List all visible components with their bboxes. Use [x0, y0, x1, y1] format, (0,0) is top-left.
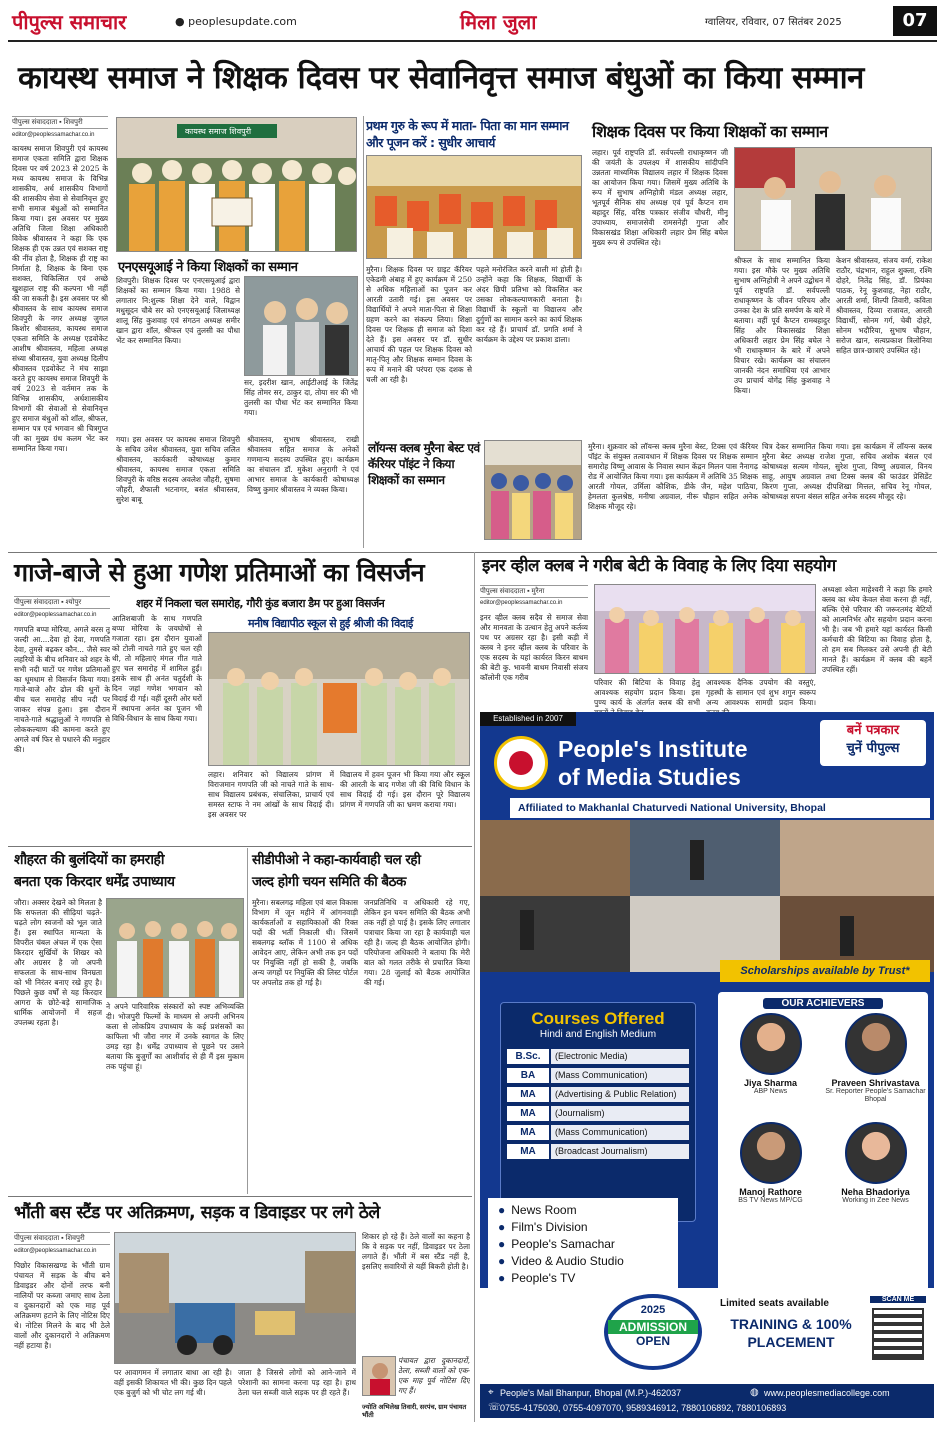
- course-row[interactable]: [507, 1105, 689, 1122]
- bullet-icon: ●: [498, 1203, 506, 1217]
- story2-body-c: गया। इस अवसर पर कायस्थ समाज शिवपुरी के सचिव उमेश श्रीवास्तव, युवा सचिव ललित श्रीवास्तव, कार्यकारी कोषाध्यक्ष कुमार श्रीवास्तव, कायस्थ समाज एकता समिति शिवपुरी के वरिष्ठ सदस्य अवलेश जौहरी, सुषमा जौहरी, शैफाली भटनागर, बसंत श्रीवास्तव, सुरेश बाबू: [116, 435, 240, 504]
- bullet-icon: ●: [498, 1271, 506, 1285]
- facility-label: Film's Division: [511, 1220, 588, 1234]
- story10-body-b: जनप्रतिनिधि व अधिकारी रहे गए, लेकिन इन चयन समिति की बैठक अभी तक नहीं हो पाई है। इसके लिए लगातार पत्राचार किया जा रहा है कार्यवाही चल रही है। जल्द ही बैठक आयोजित होगी। परियोजना अधिकारी ने बताया कि मेरी बात को गलत तरीके से प्रचारित किया गया। 28 जुलाई को बैठक आयोजित की गई।: [364, 898, 470, 987]
- course-name: (Electronic Media): [551, 1049, 689, 1064]
- ad-phones: 0755-4175030, 0755-4097070, 9589346912, 7880106892, 7880106893: [500, 1403, 787, 1413]
- course-code: B.Sc.: [507, 1049, 549, 1064]
- dateline: ग्वालियर, रविवार, 07 सितंबर 2025: [705, 17, 842, 28]
- story6-body-b: आतिशबाजी के साथ गणपति बप्पा मोरिया के जयघोषों से गजाता रहा। इस दौरान युवाओं को टोली नाचते गाते हुए चल रही थी, तो महिलाएं मंगल गीत गाते हुए चल समारोह में शामिल हुईं। इसके साथ ही अनंत चतुर्दशी के दिन जहां गणेश भगवान को विदाई दी गई। वहीं दूसरी ओर घरों में स्थापना अनंत का पूजन भी विधि-विधान के साथ किया गया।: [112, 614, 202, 723]
- nsui-photo-image: [245, 277, 358, 376]
- story9-body-a: जौरा। अक्सर देखने को मिलता है कि सफलता की सीढ़ियां चढ़ते-चढ़ते लोग स्वजनों को भूल जाते हैं। इस स्थापित मान्यता के विपरीत चंबल अंचल में एक ऐसा किरदार सुर्खियों के शिखर को और अग्रसर है जो अपनी सफलता के साथ-साथ विनम्रता को भी निरंतर बनाए रखे हुए है। पिछले कुछ वर्षों से यह किरदार आगरा के छोटे-बड़े सामाजिक धार्मिक आयोजनों में सहज उपलब्ध रहता है।: [14, 898, 102, 1027]
- achiever-card: [718, 1122, 823, 1205]
- story7-photo: [208, 632, 470, 766]
- course-code: BA: [507, 1068, 549, 1083]
- story11-byline: पीपुल्स संवाददाता ▪ शिवपुरी: [14, 1232, 110, 1245]
- achiever-card: [718, 1013, 823, 1104]
- story4-headline: शिक्षक दिवस पर किया शिक्षकों का सम्मान: [592, 122, 828, 141]
- ad-tagline-2: चुनें पीपुल्स: [846, 741, 900, 756]
- column-divider: [363, 116, 364, 548]
- story8-body-b: आवश्यक दैनिक उपयोग की वस्तुएं, गृहस्थी के सामान एवं शुभ शगुन स्वरूप अन्य आवश्यक सामग्री प्रदान किया।: [706, 678, 816, 707]
- globe-icon: ●: [175, 15, 185, 28]
- achievers-title: OUR ACHIEVERS: [763, 998, 883, 1009]
- story2-body-d: श्रीवास्तव, सुभाष श्रीवास्तव, राखी श्रीवास्तव सहित समाज के अनेकों गणमान्य सदस्य उपस्थित हुए। कार्यक्रम का संचालन डॉ. मुकेश अनुरागी ने एवं आभार समाज के कार्यकारी कोषाध्यक्ष विष्णु कुमार श्रीवास्तव ने व्यक्त किया।: [247, 435, 359, 494]
- course-row[interactable]: [507, 1067, 689, 1084]
- course-name: (Journalism): [551, 1106, 689, 1121]
- ad-block[interactable]: [480, 712, 934, 1418]
- story4-photo: [734, 147, 932, 251]
- story3-headline: प्रथम गुरु के रूप में माता- पिता का मान सम्मान और पूजन करें : सुधीर आचार्य: [366, 118, 569, 150]
- facility-item: [498, 1270, 668, 1287]
- page-number: 07: [893, 6, 937, 36]
- achiever-avatar: [740, 1013, 802, 1075]
- ad-limited: Limited seats available: [720, 1298, 829, 1309]
- story1-byline: पीपुल्स संवाददाता ▪ शिवपुरी: [12, 116, 108, 129]
- ad-training-1: TRAINING & 100%: [730, 1316, 852, 1332]
- story8-body-a: इनर व्हील क्लब सदैव से समाज सेवा और मानवता के उत्थान हेतु अपने कर्तव्य पथ पर अग्रसर रहा है। इसी कड़ी में क्लब ने इनर व्हील क्लब के परिवार के एक सदस्य के यहां कार्यरत किरन बाथम की बेटी कु. भावनी बाथम निवासी संजय कॉलोनी एक गरीब: [480, 613, 588, 682]
- story9-photo: [106, 898, 244, 998]
- admission-year: 2025: [640, 1304, 666, 1316]
- section-title: मिला जुला: [460, 10, 537, 34]
- bullet-icon: ●: [498, 1254, 506, 1268]
- story3-body-b: पहले मनोरंजित करने वाली मां होती है। उन्होंने कहा कि शिक्षक, विद्यार्थी के अंदर छिपी प्रतिभा को विकसित कर उसका लोककल्याणकारी बनाता है। विद्यार्थी के स्कूलों या विद्यालय और दुर्गुणों का सामान करने का कार्य शिक्षक कर रहे हैं। प्राचार्य डॉ. प्रगति शर्मा ने कार्यक्रम के उद्देश्य पर प्रकाश डाला।: [476, 265, 582, 344]
- ad-affiliation: Affiliated to Makhanlal Chaturvedi National University, Bhopal: [510, 798, 930, 818]
- story6-body-a: गणपति बप्पा मोरिया, अगले बरस तू जल्दी आ....देवा हो देवा, गणपति देवा, तुमसे बढ़कर कौन... जैसे स्वर लहरियों के बीच शनिवार को शहर के सभी नदी घाटों पर गणेश प्रतिमाओं का धूमधाम से विसर्जन किया गया। गाजे-बाजे और ढोल की धुनों के बीच चल समारोह सीप नदी पर जाकर संपन्न हुआ। इस दौरान नाचते-गाते श्रद्धालुओं ने गणपति से लोककल्याण की कामना करते हुए अगले वर्ष फिर से पधारने की मनुहार की।: [14, 625, 110, 754]
- ad-title-2: of Media Studies: [558, 764, 741, 790]
- course-code: MA: [507, 1144, 549, 1159]
- course-code: MA: [507, 1087, 549, 1102]
- facility-label: People's TV: [511, 1271, 576, 1285]
- story10-headline-2: जल्द होगी चयन समिति की बैठक: [252, 874, 406, 890]
- ad-scholarship: Scholarships available by Trust*: [720, 960, 930, 982]
- ad-training-2: PLACEMENT: [747, 1334, 835, 1350]
- ad-website[interactable]: www.peoplesmediacollege.com: [764, 1388, 890, 1398]
- brand-logo[interactable]: पीपुल्स समाचार: [12, 10, 127, 34]
- facility-label: Video & Audio Studio: [511, 1254, 624, 1268]
- course-name: (Broadcast Journalism): [551, 1144, 689, 1159]
- achiever-name: Neha Bhadoriya: [841, 1187, 910, 1197]
- story8-caption: परिवार की बिटिया के विवाह हेतु आवश्यक सहयोग प्रदान किया। इस पुण्य कार्य के अंतर्गत क्लब की सभी: [594, 678, 700, 707]
- facility-item: [498, 1202, 668, 1219]
- story6-headline: गाजे-बाजे से हुआ गणेश प्रतिमाओं का विसर्जन: [14, 558, 425, 587]
- achiever-role: BS TV News MP/CG: [738, 1197, 803, 1204]
- story1-email: editor@peoplessamachar.co.in: [12, 132, 95, 138]
- course-row[interactable]: [507, 1143, 689, 1160]
- course-row[interactable]: [507, 1124, 689, 1141]
- story1-photo: [116, 117, 357, 252]
- course-row[interactable]: [507, 1086, 689, 1103]
- achiever-role: ABP News: [753, 1088, 788, 1095]
- story11-headline: भौंती बस स्टैंड पर अतिक्रमण, सड़क व डिवाइडर पर लगे ठेले: [14, 1203, 380, 1223]
- ad-studio-photo: [480, 820, 934, 972]
- story8-headline: इनर व्हील क्लब ने गरीब बेटी के विवाह के लिए दिया सहयोग: [482, 556, 836, 576]
- story4-body-c: केशन श्रीवास्तव, संजय वर्मा, राकेश राठौर, चंद्रभान, राहुल शुक्ला, रश्मि दोहरे, नितेंद्र सिंह, डॉ. प्रियंका पाठक, रेनू कुशवाह, नेहा राठौर, आरती शर्मा, शिल्पी तिवारी, कविता श्रीवास्तव, दिव्या राजावत, आरती विद्यार्थी, सोनम गर्ग, चेबी दोहरे, सोनम भदौरिया, सुभाष चौहान, सरोज खान, सत्यप्रकाश त्रिलोनिया सहित छात्र-छात्राएं उपस्थित रहे।: [836, 256, 932, 355]
- story9-body-b: ने अपने पारिवारिक संस्कारों को स्पष्ट अभिव्यक्ति दी। भोजपुरी फिल्मों के माध्यम से अपनी अभिनय कला से लोकप्रिय उपाध्याय के कई प्रशंसकों का काफिला भी जौरा नगर में उनके स्वागत के लिए उमड़ रहा है। धर्मेंद्र उपाध्याय से पूछने पर उसने बताया कि बुजुर्गों का आशीर्वाद से ही मैं इस मुकाम तक पहुंचा हूं।: [106, 1002, 244, 1071]
- course-row[interactable]: [507, 1048, 689, 1065]
- story1-body: कायस्थ समाज शिवपुरी एवं कायस्थ समाज एकता समिति द्वारा शिक्षक दिवस पर वर्ष 2023 से 2025 के मध्य कायस्थ समाज के विभिन्न शासकीय, अर्ध शासकीय विभागों की शासकीय सेवा से सेवानिवृत्त हुए सभी समाज बंधुओं को सम्मानित किया गया। इस अवसर पर मुख्य अतिथि जिला शिक्षा अधिकारी विवेक श्रीवास्तव ने कहा कि एक शिक्षक ही एक उन्नत एवं सशक्त राष्ट्र की नींव होता है, शिक्षक ही राष्ट्र का निर्माता है, शिक्षक के बिना एक सशक्त, चिकित्सित एवं अच्छे खुशहाल राष्ट्र की कल्पना भी नहीं की जा सकती है। इस अवसर पर श्री श्रीवास्तव के साथ कायस्थ समाज शिवपुरी के नगर अध्यक्ष जुगल किशोर श्रीवास्तव, कायस्थ समाज एकता समिति के अध्यक्ष एडवोकेट आशीष श्रीवास्तव, महिला अध्यक्ष संध्या श्रीवास्तव, युवा अध्यक्ष दिलीप श्रीवास्तव एडवोकेट ने मंच साझा करते हुए कायस्थ समाज शिवपुरी के वर्ष 2023 से वर्तमान तक के विभिन्न शासकीय, अर्धशासकीय विभागों की सेवाओं से सेवानिवृत्त हुए समाज बंधुओं को शॉल, श्रीफल, सम्मान पत्र एवं भगवान श्री चित्रगुप्त जी का मुख्य ग्रंथ कलम भेंट कर सम्मानित किया गया।: [12, 144, 108, 453]
- ad-courses-panel: [500, 1002, 696, 1222]
- course-code: MA: [507, 1106, 549, 1121]
- ad-address: People's Mall Bhanpur, Bhopal (M.P.)-462037: [500, 1388, 682, 1398]
- section-rule-3: [8, 1196, 472, 1197]
- story3-body: मुरैना। शिक्षक दिवस पर ग्राइट कॅरियर एकेडमी अंबाह में हुए कार्यक्रम में 250 से अधिक महिलाओं का पूजन कर आरती उतारी गई। इस अवसर पर विद्यार्थियों ने अपने माता-पिता से शिक्षा ग्रहण करने का संकल्प लिया। शिक्षा दिवस पर शिक्षक ही समाज को दिशा देते हैं। इस अवसर पर डॉ. सुधीर आचार्य की पहल पर शिक्षक दिवस को मातृ-पितृ और शिक्षक सम्मान दिवस के रूप में मनाने की परंपरा एक दशक से चली आ रही है।: [366, 265, 472, 384]
- story1-headline: कायस्थ समाज ने शिक्षक दिवस पर सेवानिवृत्त समाज बंधुओं का किया सम्मान: [18, 60, 864, 96]
- ad-title-1: People's Institute: [558, 736, 748, 762]
- courses-subtitle: Hindi and English Medium: [539, 1029, 657, 1040]
- course-name: (Advertising & Public Relation): [551, 1087, 689, 1102]
- course-name: (Mass Communication): [551, 1068, 689, 1083]
- masthead-rule: [8, 40, 937, 42]
- story2-body-b: सर, इदरीश खान, आईटीआई के जितेंद्र सिंह तोमर सर, ठाकुर दा, तोया सर की भी तुलसी का पौधा भेंट कर सम्मानित किया गया।: [244, 378, 358, 417]
- achiever-avatar: [845, 1013, 907, 1075]
- story11-body-c: जाता है जिससे लोगों को आने-जाने में परेशानी का सामना करना पड़ रहा है। हाथ ठेला चल सब्जी वाले सड़क पर ही रहते हैं।: [238, 1368, 356, 1397]
- story8-photo: [594, 584, 816, 674]
- facility-label: People's Samachar: [511, 1237, 615, 1251]
- story5-photo: [484, 440, 582, 540]
- scan-label: SCAN ME: [870, 1296, 926, 1303]
- achiever-avatar: [740, 1122, 802, 1184]
- story7-headline: मनीष विद्यापीठ स्कूल से हुई श्रीजी की विदाई: [248, 617, 413, 630]
- story11-body-d: शिकार हो रहे हैं। ठेले वालों का कहना है कि वे सड़क पर नहीं, डिवाइडर पर ठेला लगाते हैं। भौंती में बस स्टैंड नहीं है, इसलिए सवारियों से यहीं बिकरी होती है।: [362, 1232, 470, 1271]
- story9-headline-2: बनता एक किरदार धर्मेंद्र उपाध्याय: [14, 874, 175, 890]
- facility-item: [498, 1253, 668, 1270]
- sarpanch-photo: [362, 1356, 396, 1396]
- teachers-honour-image: [735, 148, 932, 251]
- course-list: [507, 1048, 689, 1160]
- achiever-name: Manoj Rathore: [739, 1187, 802, 1197]
- site-link[interactable]: [175, 15, 297, 28]
- story5-body: मुरैना। शुक्रवार को लॉयन्स क्लब मुरैना बेस्ट, टिक्स एवं कॅरियर पॉइंट के संयुक्त तत्वावधान में शिक्षक दिवस पर शिक्षक सम्मान समारोह विष्णु आवास के निवास स्थान केंद्रन मिलन पास नैनागढ़ रोड में आयोजित किया गया। इस कार्यक्रम में अतिथि 35 शिक्षक आरती गोयल, उर्मिला कौशिक, डीके जैन, महेश पाठिया, हेमलता कुलश्रेष्ठ, मनीषा अग्रवाल, नीरू चौहान सहित अनेक शिक्षक मौजूद रहे।: [588, 442, 758, 511]
- column-divider-3: [247, 848, 248, 1194]
- admission-label: ADMISSION: [608, 1320, 698, 1334]
- achiever-role: Sr. Reporter People's Samachar Bhopal: [825, 1088, 926, 1103]
- story4-body-a: लहार। पूर्व राष्ट्रपति डॉ. सर्वपल्ली राधाकृष्णन जी की जयंती के उपलक्ष्य में शासकीय सांदीपनि उन्नतता माध्यमिक विद्यालय लहार में शिक्षक दिवस का आयोजन किया गया। जिसमें मुख्य अतिथि के रूप में सुभाष अग्निहोत्री मंडल अध्यक्ष लहार, भूतपूर्व सैनिक संघ अध्यक्ष एवं पूर्व कैप्टन राम बहादुर सिंह, वरिष्ठ पत्रकार संजीव चौधरी, मीनू उपाध्याय, समाजसेवी रामसनेही गुप्ता और विकासखंड शिक्षा अधिकारी लहार प्रेम सिंह बघेल मुख्य रूप से उपस्थित रहे।: [592, 148, 728, 247]
- qr-code-icon[interactable]: [872, 1308, 924, 1360]
- story3-photo: [366, 155, 582, 259]
- story6-subhead: शहर में निकला चल समारोह, गौरी कुंड बजारा डैम पर हुआ विसर्जन: [136, 597, 385, 610]
- story11-quote: पंचायत द्वारा दुकानदारों, ठेला, सब्जी वालों को एक-एक माह पूर्व नोटिस दिए गए हैं।: [398, 1356, 470, 1395]
- lions-club-image: [485, 441, 582, 540]
- ad-tagline-1: बनें पत्रकार: [846, 723, 900, 738]
- ad-established: Established in 2007: [480, 712, 576, 726]
- story11-email: editor@peoplessamachar.co.in: [14, 1248, 97, 1254]
- story2-photo: [244, 276, 358, 376]
- admission-badge[interactable]: [604, 1294, 702, 1370]
- achiever-role: Working in Zee News: [842, 1197, 909, 1204]
- story2-body-a: शिवपुरी। शिक्षक दिवस पर एनएसयूआई द्वारा शिक्षकों का सम्मान किया गया। 1988 से लगातार नि:शुल्क शिक्षा देने वाले, विद्वान मधुसूदन चौबे सर को एनएसयूआई जिलाध्यक्ष शालू सिंह कुशवाह एवं संगठन अध्यक्ष समीर खान द्वारा शॉल, श्रीफल एवं तुलसी का पौधा भेंट कर सम्मानित किया।: [116, 276, 240, 345]
- story9-headline-1: शौहरत की बुलंदियों का हमराही: [14, 852, 165, 868]
- story8-body-c: अध्यक्षा श्वेता माहेश्वरी ने कहा कि हमारे क्लब का ध्येय केवल सेवा करना ही नहीं, बल्कि ऐसे परिवार की जरूरतमंद बेटियों को आत्मनिर्भर और सहयोग प्रदान करना भी है। जब भी हमारे यहां कार्यरत किसी कर्मचारी की बिटिया का विवाह होता है, तो हम सब मिलकर उसे अपनी ही बेटी मानते हैं। कार्यक्रम में क्लब की बहनें उपस्थित रहीं।: [822, 585, 932, 674]
- inner-wheel-image: [595, 585, 816, 674]
- phone-icon: ☏: [488, 1402, 501, 1413]
- course-code: MA: [507, 1125, 549, 1140]
- story7-body-a: लहार। शनिवार को विद्यालय प्रांगण में विराजमान गणपति जी को नाचते गाते के साथ-साथ विद्यालय प्रबंधक, संचालिका, प्राचार्य एवं समस्त स्टाफ ने नम आंखों के साथ विदाई दी। इस अवसर पर: [208, 770, 334, 819]
- location-icon: ⌖: [488, 1387, 494, 1398]
- story6-email: editor@peoplessamachar.co.in: [14, 612, 97, 618]
- story5-headline: लॉयन्स क्लब मुरैना बेस्ट एवं कॅरियर पॉइंट ने किया शिक्षकों का सम्मान: [368, 441, 480, 487]
- story6-byline: पीपुल्स संवाददाता ▪ श्योपुर: [14, 596, 110, 609]
- facility-item: [498, 1236, 668, 1253]
- studio-collage-image: [480, 820, 934, 972]
- column-divider-2: [474, 552, 475, 1422]
- bullet-icon: ●: [498, 1220, 506, 1234]
- ad-address-bar: [480, 1384, 934, 1418]
- bullet-icon: ●: [498, 1237, 506, 1251]
- story11-body-a: पिछोर विकासखण्ड के भौंती ग्राम पंचायत में सड़क के बीच बने डिवाइडर और दोनों तरफ बनी नालियों पर कब्जा जमाए साथ ठेला व दुकानदारों को एक माह पूर्व अतिक्रमण हटाने के लिए नोटिस दिए थे। नोटिस मिलने के बाद भी ठेले वालों और दुकानदारों ने अतिक्रमण नहीं हटाया है।: [14, 1261, 110, 1350]
- sarpanch-portrait-image: [363, 1357, 396, 1396]
- group-photo-image: [117, 118, 357, 252]
- institute-logo-icon: [494, 736, 548, 790]
- achiever-name: Praveen Shrivastava: [831, 1078, 920, 1088]
- masthead: [0, 0, 945, 44]
- ad-tagline: [820, 720, 926, 766]
- story8-email: editor@peoplessamachar.co.in: [480, 600, 563, 606]
- site-url: peoplesupdate.com: [188, 15, 297, 28]
- globe-web-icon: ◍: [750, 1387, 759, 1398]
- courses-title: Courses Offered: [531, 1009, 665, 1028]
- story5-body-b: चित्र देकर सम्मानित किया गया। इस कार्यक्रम में लॉयन्स क्लब मुरैना बेस्ट अध्यक्ष राजेश गुप्ता, सचिव अशोक बंसल एवं कोषाध्यक्ष सत्यम गोयल, सुरेश गुप्ता, विष्णु अग्रवाल, विनय साहू, आयुष अग्रवाल तथा टिक्स क्लब की फाउंडर प्रेसिडेंट किरण गुप्ता, अध्यक्ष दीपशिखा मित्तल, सचिव रेनू गोयल, कोषाध्यक्ष सपना बंसल सहित अनेक सदस्य मौजूद रहे।: [762, 442, 932, 501]
- facility-item: [498, 1219, 668, 1236]
- felicitation-image: [107, 899, 244, 998]
- story2-headline: एनएसयूआई ने किया शिक्षकों का सम्मान: [118, 257, 358, 275]
- section-rule-2: [8, 846, 472, 847]
- ad-achievers-panel: [718, 992, 928, 1292]
- achiever-grid: [718, 1013, 928, 1205]
- story4-body-b: श्रीफल के साथ सम्मानित किया गया। इस मौके पर मुख्य अतिथि सुभाष अग्निहोत्री ने अपने उद्बोधन में पूर्व राष्ट्रपति डॉ. सर्वपल्ली राधाकृष्णन के जीवन परिचय और उनका देश के प्रति समर्पण के बारे में बताया। वहीं पूर्व कैप्टन रामबहादुर सिंह और विकासखंड शिक्षा अधिकारी लहार प्रेम सिंह बघेल ने भी राधाकृष्णन के बारे में अपने विचार रखे। कार्यक्रम का संचालन जानकी नंदन समाधिया एवं आभार उप प्राचार्य योगेंद्र सिंह कुशवाह ने किया।: [734, 256, 830, 395]
- story10-body-a: मुरैना। सबलगढ़ महिला एवं बाल विकास विभाग में जून महीने में आंगनवाड़ी कार्यकर्ताओं व सहायिकाओं की रिक्त पदों की भर्ती निकाली थी। जिसमें सबलगढ़ ब्लॉक में 1100 से अधिक आवेदन आए, लेकिन अभी तक इन पदों पर नियुक्ति नहीं हो सकी है, जबकि अन्य जगहों पर नियुक्ति की लिस्ट पोर्टल पर अपलोड तक हो गई है।: [252, 898, 358, 987]
- school-farewell-image: [209, 633, 470, 766]
- story7-body-b: विद्यालय में हवन पूजन भी किया गया और स्कूल की आरती के बाद गणेश जी की विधि विधान के साथ विदाई दी गई। इस दौरान पूरे विद्यालय प्रांगण में गणपति जी का भ्रमण कराया गया।: [340, 770, 470, 809]
- course-name: (Mass Communication): [551, 1125, 689, 1140]
- facility-label: News Room: [511, 1203, 577, 1217]
- story11-body-b: पर आवागमन में लगातार बाधा आ रही है। वहीं इसकी शिकायत भी की। कुछ दिन पहले एक बुजुर्ग को भी चोट लग गई थी।: [114, 1368, 232, 1397]
- achiever-avatar: [845, 1122, 907, 1184]
- admission-open: OPEN: [635, 1334, 670, 1348]
- achiever-name: Jiya Sharma: [743, 1078, 798, 1088]
- story1-photo-banner: कायस्थ समाज शिवपुरी: [185, 127, 252, 136]
- achiever-card: [823, 1013, 928, 1104]
- puja-event-image: [367, 156, 582, 259]
- story8-byline: पीपुल्स संवाददाता ▪ मुरैना: [480, 585, 588, 598]
- story11-quote-by: ज्योति अभिलेख तिवारी, सरपंच, ग्राम पंचायत भौंती: [362, 1404, 467, 1419]
- story11-photo: [114, 1232, 356, 1364]
- achiever-card: [823, 1122, 928, 1205]
- story10-headline-1: सीडीपीओ ने कहा-कार्यवाही चल रही: [252, 852, 421, 868]
- encroachment-image: [115, 1233, 356, 1364]
